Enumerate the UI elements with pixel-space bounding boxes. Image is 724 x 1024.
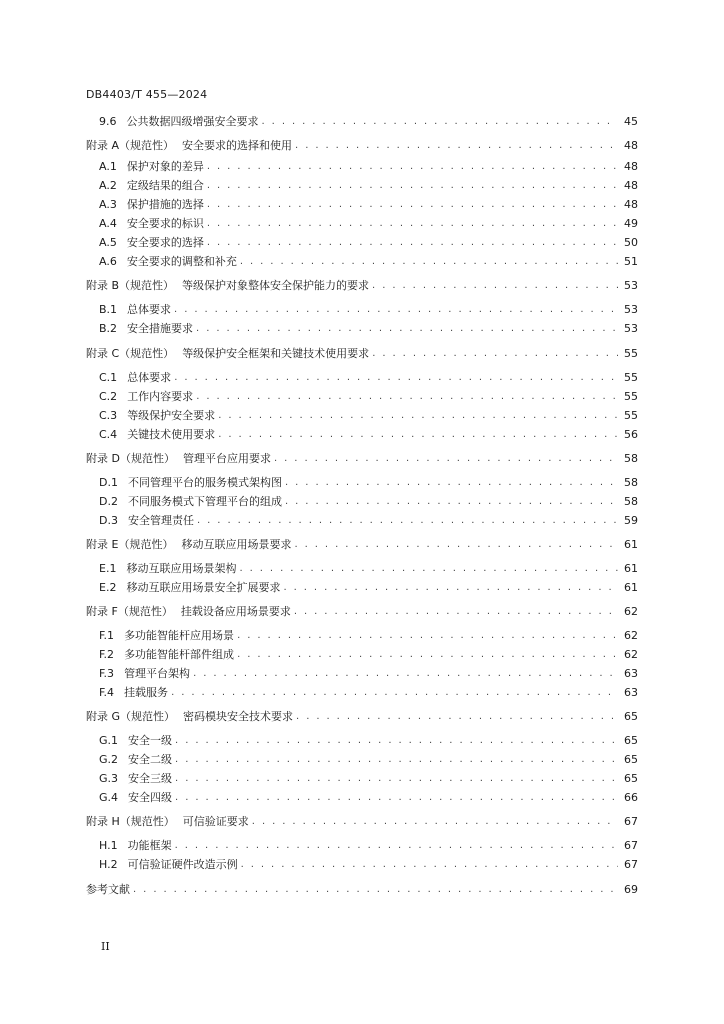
toc-entry-page: 48 (624, 178, 638, 192)
toc-entry-title: 安全一级 (128, 734, 173, 747)
toc-entry-number: A.5 (99, 235, 117, 249)
toc-entry-title: 等级保护安全要求 (127, 409, 216, 422)
toc-entry-number: F.1 (99, 628, 115, 642)
toc-entry[interactable] (99, 855, 638, 873)
toc-entry-page: 55 (624, 346, 638, 360)
toc-dot-leader (207, 179, 618, 192)
toc-dot-leader (294, 538, 618, 551)
toc-entry[interactable] (99, 473, 638, 491)
toc-entry-title: 可信验证硬件改造示例 (127, 858, 238, 871)
toc-entry-number: 附录 G（规范性） (86, 710, 176, 723)
toc-dot-leader (196, 390, 618, 403)
toc-entry-title: 安全要求的选择 (126, 236, 204, 249)
toc-entry-page: 63 (624, 685, 638, 699)
toc-entry[interactable] (86, 535, 638, 553)
toc-entry-number: A.1 (99, 159, 117, 173)
toc-entry-number: B.1 (99, 302, 118, 316)
toc-entry-number: G.4 (99, 790, 119, 804)
toc-entry[interactable] (99, 664, 638, 682)
toc-entry-page: 63 (624, 666, 638, 680)
toc-entry-title: 等级保护对象整体安全保护能力的要求 (182, 279, 370, 292)
toc-entry-title: 保护对象的差异 (126, 160, 204, 173)
toc-entry[interactable] (99, 176, 638, 194)
toc-entry-number: C.3 (99, 408, 118, 422)
toc-entry-number: C.4 (99, 427, 118, 441)
toc-dot-leader (237, 648, 618, 661)
toc-entry-page: 62 (624, 628, 638, 642)
toc-entry-title: 关键技术使用要求 (127, 428, 216, 441)
toc-entry[interactable] (99, 836, 638, 854)
toc-entry-title: 安全三级 (128, 772, 173, 785)
toc-dot-leader (240, 255, 618, 268)
toc-entry[interactable] (99, 233, 638, 251)
toc-entry-title: 不同管理平台的服务模式架构图 (127, 476, 282, 489)
toc-dot-leader (171, 686, 618, 699)
toc-dot-leader (218, 409, 618, 422)
toc-entry-page: 45 (624, 114, 638, 128)
toc-entry-title: 不同服务模式下管理平台的组成 (127, 495, 282, 508)
toc-dot-leader (372, 279, 618, 292)
toc-dot-leader (196, 322, 618, 335)
toc-entry[interactable] (99, 195, 638, 213)
toc-entry-title: 移动互联应用场景安全扩展要求 (126, 581, 281, 594)
toc-entry[interactable] (99, 731, 638, 749)
toc-entry-page: 55 (624, 389, 638, 403)
toc-entry-page: 58 (624, 451, 638, 465)
toc-dot-leader (175, 734, 618, 747)
toc-entry-title: 定级结果的组合 (126, 179, 204, 192)
toc-entry[interactable] (99, 645, 638, 663)
toc-entry[interactable] (99, 387, 638, 405)
toc-entry-number: 附录 H（规范性） (86, 815, 175, 828)
toc-entry-title: 保护措施的选择 (126, 198, 204, 211)
toc-entry-title: 参考文献 (86, 883, 130, 896)
toc-dot-leader (296, 710, 618, 723)
toc-entry-number: E.2 (99, 580, 117, 594)
toc-entry-page: 51 (624, 254, 638, 268)
toc-dot-leader (252, 815, 618, 828)
toc-dot-leader (285, 495, 618, 508)
toc-entry-number: C.1 (99, 370, 118, 384)
toc-entry-number: 附录 E（规范性） (86, 538, 174, 551)
toc-dot-leader (295, 139, 618, 152)
toc-entry-page: 59 (624, 513, 638, 527)
toc-entry-page: 65 (624, 709, 638, 723)
toc-entry-number: D.2 (99, 494, 118, 508)
toc-entry[interactable] (99, 559, 638, 577)
toc-entry-page: 48 (624, 138, 638, 152)
toc-entry[interactable] (99, 406, 638, 424)
toc-entry-title: 移动互联应用场景要求 (181, 538, 292, 551)
toc-dot-leader (237, 629, 618, 642)
toc-entry-number: 附录 F（规范性） (86, 605, 173, 618)
toc-dot-leader (175, 791, 618, 804)
toc-entry-title: 等级保护安全框架和关键技术使用要求 (182, 347, 370, 360)
toc-entry-number: 附录 D（规范性） (86, 452, 175, 465)
toc-entry-page: 67 (624, 838, 638, 852)
toc-entry-title: 安全要求的标识 (126, 217, 204, 230)
toc-dot-leader (294, 605, 618, 618)
toc-entry-page: 50 (624, 235, 638, 249)
toc-entry-page: 61 (624, 561, 638, 575)
toc-entry-title: 挂载服务 (124, 686, 169, 699)
toc-dot-leader (175, 772, 618, 785)
toc-dot-leader (218, 428, 618, 441)
toc-entry-title: 可信验证要求 (182, 815, 249, 828)
toc-entry-title: 安全要求的调整和补充 (126, 255, 237, 268)
page-number: II (101, 940, 110, 953)
toc-entry-page: 62 (624, 647, 638, 661)
toc-entry-number: 附录 A（规范性） (86, 139, 175, 152)
toc-dot-leader (372, 347, 618, 360)
toc-dot-leader (197, 514, 618, 527)
toc-entry-title: 安全四级 (128, 791, 173, 804)
toc-entry-number: H.1 (99, 838, 118, 852)
toc-dot-leader (207, 236, 618, 249)
toc-entry-page: 48 (624, 159, 638, 173)
toc-dot-leader (285, 476, 618, 489)
toc-entry-number: C.2 (99, 389, 118, 403)
toc-entry-title: 总体要求 (127, 303, 172, 316)
toc-entry-number: G.2 (99, 752, 119, 766)
toc-entry-page: 58 (624, 475, 638, 489)
toc-entry-number: F.3 (99, 666, 115, 680)
toc-entry-title: 总体要求 (127, 371, 172, 384)
toc-entry-title: 多功能智能杆应用场景 (124, 629, 235, 642)
toc-dot-leader (207, 198, 618, 211)
toc-entry-title: 移动互联应用场景架构 (126, 562, 237, 575)
toc-dot-leader (262, 115, 619, 128)
toc-entry-number: A.2 (99, 178, 117, 192)
toc-entry[interactable] (86, 344, 638, 362)
toc-entry-page: 53 (624, 278, 638, 292)
toc-entry[interactable] (99, 425, 638, 443)
toc-entry-number: G.3 (99, 771, 119, 785)
toc-entry-page: 67 (624, 814, 638, 828)
toc-entry-number: B.2 (99, 321, 118, 335)
toc-entry[interactable] (86, 449, 638, 467)
toc-entry-page: 61 (624, 580, 638, 594)
toc-entry[interactable] (99, 683, 638, 701)
toc-entry[interactable] (99, 319, 638, 337)
toc-entry-number: 附录 C（规范性） (86, 347, 175, 360)
toc-entry-title: 管理平台应用要求 (182, 452, 271, 465)
toc-entry[interactable] (99, 511, 638, 529)
toc-entry-title: 安全措施要求 (127, 322, 194, 335)
toc-entry-page: 55 (624, 408, 638, 422)
toc-entry-number: A.6 (99, 254, 117, 268)
toc-entry[interactable] (86, 276, 638, 294)
toc-entry[interactable] (86, 602, 638, 620)
toc-dot-leader (274, 452, 618, 465)
toc-entry-number: 附录 B（规范性） (86, 279, 175, 292)
toc-dot-leader (241, 858, 618, 871)
toc-entry-title: 安全二级 (128, 753, 173, 766)
toc-entry-title: 密码模块安全技术要求 (183, 710, 294, 723)
toc-entry-title: 功能框架 (127, 839, 172, 852)
toc-entry-page: 67 (624, 857, 638, 871)
toc-dot-leader (175, 839, 618, 852)
toc-entry[interactable] (99, 214, 638, 232)
toc-entry-page: 56 (624, 427, 638, 441)
toc-entry-number: E.1 (99, 561, 117, 575)
toc-dot-leader (174, 371, 618, 384)
toc-entry-title: 安全管理责任 (127, 514, 194, 527)
toc-dot-leader (207, 160, 618, 173)
toc-dot-leader (175, 753, 618, 766)
toc-entry[interactable] (99, 112, 638, 130)
toc-entry-title: 公共数据四级增强安全要求 (126, 115, 259, 128)
toc-dot-leader (239, 562, 618, 575)
toc-entry-number: D.1 (99, 475, 118, 489)
toc-entry-page: 49 (624, 216, 638, 230)
toc-entry-page: 53 (624, 321, 638, 335)
toc-entry[interactable] (86, 880, 638, 898)
toc-entry-number: H.2 (99, 857, 118, 871)
toc-entry-page: 48 (624, 197, 638, 211)
toc-dot-leader (283, 581, 618, 594)
toc-entry-title: 安全要求的选择和使用 (182, 139, 293, 152)
toc-entry-number: 9.6 (99, 114, 117, 128)
toc-dot-leader (133, 883, 618, 896)
toc-entry[interactable] (99, 769, 638, 787)
toc-entry-title: 多功能智能杆部件组成 (124, 648, 235, 661)
toc-entry-title: 管理平台架构 (124, 667, 191, 680)
toc-entry-number: G.1 (99, 733, 119, 747)
toc-entry[interactable] (99, 492, 638, 510)
toc-entry[interactable] (99, 368, 638, 386)
toc-entry-page: 53 (624, 302, 638, 316)
toc-entry[interactable] (99, 157, 638, 175)
toc-entry-title: 工作内容要求 (127, 390, 194, 403)
toc-entry[interactable] (86, 812, 638, 830)
toc-entry[interactable] (99, 788, 638, 806)
toc-entry-page: 61 (624, 537, 638, 551)
toc-entry-page: 65 (624, 733, 638, 747)
toc-entry-number: F.2 (99, 647, 115, 661)
toc-entry-page: 69 (624, 882, 638, 896)
toc-entry-page: 62 (624, 604, 638, 618)
toc-entry[interactable] (99, 750, 638, 768)
toc-entry-page: 65 (624, 771, 638, 785)
toc-entry[interactable] (99, 252, 638, 270)
toc-entry-number: A.4 (99, 216, 117, 230)
toc-entry[interactable] (99, 578, 638, 596)
toc-entry[interactable] (99, 626, 638, 644)
toc-entry-title: 挂载设备应用场景要求 (180, 605, 291, 618)
toc-dot-leader (174, 303, 618, 316)
toc-entry[interactable] (86, 136, 638, 154)
toc-entry-page: 55 (624, 370, 638, 384)
toc-entry-number: D.3 (99, 513, 118, 527)
toc-entry-number: F.4 (99, 685, 115, 699)
toc-entry-number: A.3 (99, 197, 117, 211)
document-code: DB4403/T 455—2024 (86, 88, 208, 101)
toc-dot-leader (207, 217, 618, 230)
toc-entry-page: 66 (624, 790, 638, 804)
toc-entry-page: 65 (624, 752, 638, 766)
toc-entry[interactable] (99, 300, 638, 318)
toc-entry-page: 58 (624, 494, 638, 508)
toc-entry[interactable] (86, 707, 638, 725)
toc-dot-leader (193, 667, 618, 680)
